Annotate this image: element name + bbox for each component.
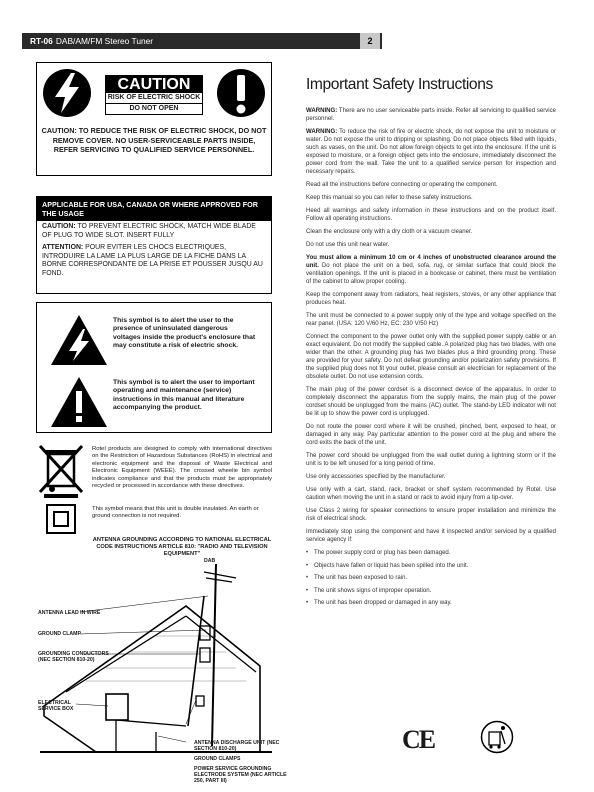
bolt-triangle-icon [49, 313, 109, 367]
bolt-symbol-text: This symbol is to alert the user to the presence of uninsulated dangerous voltages inside the product's enclosure that may constitute a risk of electric shock. [113, 317, 256, 349]
safety-paragraph [306, 333, 556, 381]
safety-paragraph [306, 107, 556, 123]
antenna-grounding-heading: ANTENNA GROUNDING ACCORDING TO NATIONAL ELECTRICAL CODE INSTRUCTIONS ARTICLE 810: "RADIO AND TELEVISION EQUIPMENT" [92, 537, 272, 557]
safety-bullet-item: • The unit has been exposed to rain. [306, 574, 556, 582]
usa-attention [37, 242, 271, 280]
model-subtitle: DAB/AM/FM Stereo Tuner [55, 36, 154, 46]
safety-paragraph [306, 312, 556, 328]
safety-title: Important Safety Instructions [306, 76, 493, 93]
exclamation-icon [215, 67, 267, 119]
symbols-box [36, 302, 272, 433]
caution-title: CAUTION [106, 76, 202, 93]
safety-paragraph [306, 128, 556, 176]
safety-paragraph [306, 507, 556, 523]
safety-paragraphs [306, 107, 556, 544]
safety-paragraph-text: Read all the instructions before connecting or operating the component. [306, 182, 498, 188]
safety-paragraph-text: There are no user serviceable parts inside. Refer all servicing to qualified service personnel. [306, 108, 556, 122]
safety-paragraph-bold: WARNING: [306, 108, 338, 114]
electrical-service-box-label: ELECTRICAL SERVICE BOX [38, 700, 74, 712]
exclamation-triangle-icon [49, 375, 109, 429]
safety-paragraph-bold: WARNING: [306, 129, 338, 135]
safety-bullet-list [306, 549, 556, 607]
cart-tipover-warning-icon [480, 720, 514, 754]
safety-paragraph [306, 291, 556, 307]
safety-paragraph-text: Keep this manual so you can refer to these safety instructions. [306, 195, 473, 201]
safety-paragraph [306, 386, 556, 418]
safety-paragraph-text: Use Class 2 wiring for speaker connections to ensure proper installation and minimize the risk of electrical shock. [306, 508, 556, 522]
double-insulated-text: This symbol means that this unit is double insulated. An earth or ground connection is not required. [92, 506, 259, 520]
safety-paragraph [306, 423, 556, 447]
antenna-lead-in-label: ANTENNA LEAD IN WIRE [38, 610, 101, 616]
safety-paragraph-text: The power cord should be unplugged from the wall outlet during a lightning storm or if the unit is to be left unused for a long period of time. [306, 453, 556, 467]
ground-clamps-label: GROUND CLAMPS [194, 756, 241, 762]
safety-paragraph [306, 228, 556, 236]
exclamation-symbol-text: This symbol is to alert the user to important operating and maintenance (service) instructions in this manual and literature accompanying the product. [113, 379, 255, 411]
model-name: RT-06 [30, 36, 53, 46]
safety-paragraph [306, 181, 556, 189]
grounding-conductors-label: GROUNDING CONDUCTORS (NEC SECTION 810-20) [38, 651, 109, 663]
safety-paragraph-text: Use only accessories specified by the manufacturer. [306, 474, 446, 480]
crossed-wheelie-bin-icon [38, 444, 84, 498]
safety-bullet-item: • The power supply cord or plug has been damaged. [306, 549, 556, 557]
safety-paragraph-text: Do not place the unit on a bed, sofa, rug, or similar surface that could block the ventilation openings. If the unit is placed in a bookcase or cabinet, there must be ventilation of the cabinet to allow proper cooling. [306, 263, 556, 285]
safety-paragraph-text: Connect the component to the power outlet only with the supplied power supply cable or an exact equivalent. Do not modify the supplied cable. A polarized plug has two blades, with one wider than the other. A grounding plug has two blades plus a third grounding prong. These are provided for your safety. Do not defeat grounding and/or polarization safety provisions. If the supplied plug does not fit your outlet, please consult an electrician for replacement of the obsolete outlet. Do not use extension cords. [306, 334, 556, 380]
usa-caution-text: TO PREVENT ELECTRIC SHOCK, MATCH WIDE BLADE OF PLUG TO WIDE SLOT. INSERT FULLY [42, 223, 256, 239]
safety-paragraph [306, 207, 556, 223]
caution-box [36, 62, 272, 176]
safety-paragraph [306, 486, 556, 502]
usa-caution-label: CAUTION: [42, 223, 76, 230]
double-insulation-icon [46, 504, 76, 534]
usa-canada-box [36, 196, 272, 294]
safety-paragraph-text: Use only with a cart, stand, rack, bracket or shelf system recommended by Rotel. Use caution when moving the unit in a stand or rack to avoid injury from a tip-over. [306, 487, 556, 501]
antenna-dab-label: DAB [204, 558, 216, 564]
ce-mark: CE [402, 725, 435, 754]
safety-paragraph-text: Keep the component away from radiators, heat registers, stoves, or any other appliance that produces heat. [306, 292, 556, 306]
safety-paragraph [306, 194, 556, 202]
safety-paragraph-text: Immediately stop using the component and have it inspected and/or serviced by a qualified service agency if: [306, 529, 556, 543]
caution-text: CAUTION: TO REDUCE THE RISK OF ELECTRIC SHOCK, DO NOT REMOVE COVER. NO USER-SERVICEABLE PARTS INSIDE, REFER SERVICING TO QUALIFIED SERVICE PERSONNEL. [41, 126, 267, 154]
safety-paragraph [306, 254, 556, 286]
safety-paragraph-text: Clean the enclosure only with a dry cloth or a vacuum cleaner. [306, 229, 473, 235]
safety-paragraph [306, 528, 556, 544]
safety-paragraph-text: The main plug of the power cordset is a disconnect device of the apparatus. In order to completely disconnect the apparatus from the supply mains, the main plug of the power cordset should be unplugged from the mains (AC) outlet. The stand-by LED indicator will not be lit up to show the power cord is unplugged. [306, 387, 556, 417]
caution-risk: RISK OF ELECTRIC SHOCK [106, 93, 202, 104]
safety-paragraph-text: Do not route the power cord where it will be crushed, pinched, bent, exposed to heat, or damaged in any way. Pay particular attention to the power cord at the plug and where the cord exits the back of the unit. [306, 424, 556, 446]
ground-clamp-label: GROUND CLAMP [38, 631, 81, 637]
safety-paragraph-text: The unit must be connected to a power supply only of the type and voltage specified on the rear panel. (USA: 120 V/60 Hz, EC: 230 V/50 Hz) [306, 313, 556, 327]
usa-caution [37, 221, 271, 242]
rohs-text: Rotel products are designed to comply with international directives on the Restriction of Hazardous Substances (RoHS) in electrical and electronic equipment and the disposal of Waste Electrical and Electronic Equipment (WEEE). The crossed wheelie bin symbol indicates compliance and that the products must be appropriately recycled or processed in accordance with these directives. [92, 446, 272, 490]
power-service-grounding-label: POWER SERVICE GROUNDING ELECTRODE SYSTEM (NEC ARTICLE 250, PART III) [194, 766, 287, 784]
page-number: 2 [360, 33, 380, 49]
safety-paragraph-text: Do not use this unit near water. [306, 242, 390, 248]
page-header [22, 33, 382, 49]
safety-bullet-item: • The unit shows signs of improper operation. [306, 587, 556, 595]
caution-do-not-open: DO NOT OPEN [129, 105, 179, 112]
caution-banner [105, 75, 203, 115]
usa-attention-text: POUR EVITER LES CHOCS ELECTRIQUES, INTRODUIRE LA LAME LA PLUS LARGE DE LA FICHE DANS LA BORNE CORRESPONDANTE DE LA PRISE ET POUSSER JUSQU AU FOND. [42, 244, 263, 277]
usa-attention-label: ATTENTION: [42, 244, 84, 252]
safety-paragraph-bold: You must allow a minimum 10 cm or 4 inches of unobstructed clearance around the unit. [306, 255, 556, 269]
safety-paragraph-text: To reduce the risk of fire or electric shock, do not expose the unit to moisture or water. Do not expose the unit to dripping or splashing. Do not place objects filled with liquids, such as vases, on the unit. Do not allow foreign objects to get into the enclosure. If the unit is exposed to moisture, or a foreign object gets into the enclosure, immediately disconnect the power cord from the wall. Take the unit to a qualified service person for inspection and necessary repairs. [306, 129, 556, 175]
safety-instructions [306, 76, 556, 612]
safety-paragraph [306, 473, 556, 481]
safety-bullet-item: • The unit has been dropped or damaged in any way. [306, 599, 556, 607]
usa-heading: APPLICABLE FOR USA, CANADA OR WHERE APPROVED FOR THE USAGE [37, 197, 271, 221]
safety-paragraph [306, 241, 556, 249]
safety-paragraph-text: Heed all warnings and safety information in these instructions and on the product itself. Follow all operating instructions. [306, 208, 556, 222]
safety-paragraph [306, 452, 556, 468]
safety-bullet-item: • Objects have fallen or liquid has been spilled into the unit. [306, 562, 556, 570]
antenna-discharge-label: ANTENNA DISCHARGE UNIT (NEC SECTION 810-20) [194, 740, 280, 752]
lightning-bolt-icon [41, 67, 93, 119]
